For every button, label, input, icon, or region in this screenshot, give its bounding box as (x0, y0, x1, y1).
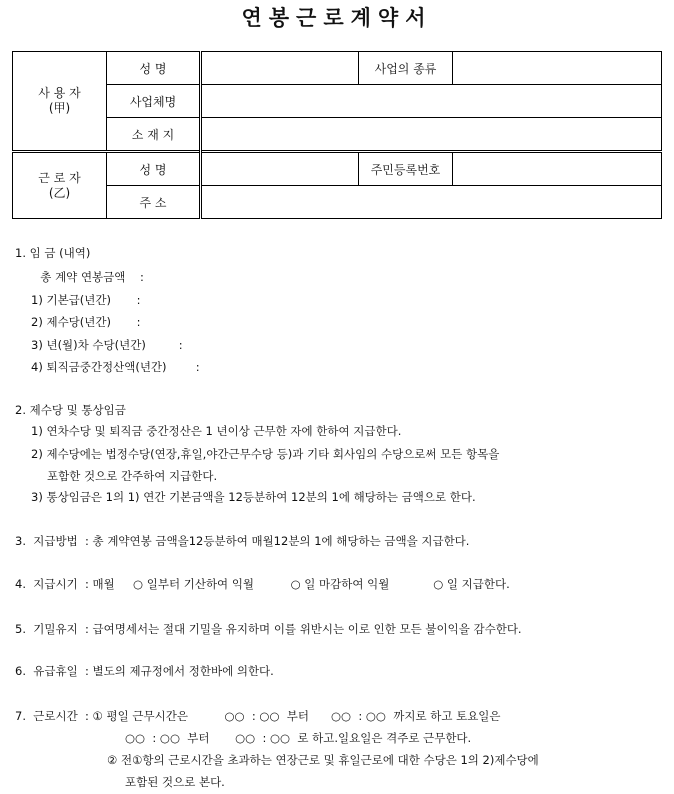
company-name-label: 사업체명 (107, 85, 201, 118)
employer-group-cell (13, 52, 107, 152)
resident-number-label: 주민등록번호 (359, 152, 453, 186)
business-type-field[interactable] (453, 52, 662, 85)
employee-address-field[interactable] (201, 186, 662, 219)
section-7-line-2: ○○ : ○○ 부터 ○○ : ○○ 로 하고.일요일은 격주로 근무한다. (125, 731, 472, 745)
business-type-label: 사업의 종류 (359, 52, 453, 85)
section-1-heading: 1. 임 금 (내역) (15, 246, 91, 260)
party-info-table (12, 51, 662, 219)
section-1-item-4: 4) 퇴직금중간정산액(년간) : (31, 360, 200, 374)
section-1-total-salary: 총 계약 연봉금액 : (33, 270, 144, 284)
employee-address-label: 주 소 (107, 186, 201, 219)
employer-name-field[interactable] (201, 52, 359, 85)
employer-group-sub: (甲) (48, 101, 71, 115)
employee-name-field[interactable] (201, 152, 359, 186)
section-1-item-1: 1) 기본급(년간) : (31, 293, 141, 307)
employee-group-label: 근 로 자 (38, 170, 81, 185)
section-2-item-2: 2) 제수당에는 법정수당(연장,휴일,야간근무수당 등)과 기타 회사임의 수당으로써 모든 항목을 (31, 447, 500, 461)
section-2-item-1: 1) 연차수당 및 퇴직금 중간정산은 1 년이상 근무한 자에 한하여 지급한다. (31, 424, 402, 438)
section-2-item-2-cont: 포함한 것으로 간주하여 지급한다. (47, 469, 218, 483)
company-address-field[interactable] (201, 118, 662, 152)
employee-group-sub: (乙) (48, 185, 71, 200)
section-2-heading: 2. 제수당 및 통상임금 (15, 403, 126, 417)
section-7-working-hours: 7. 근로시간 : ① 평일 근무시간은 ○○ : ○○ 부터 ○○ : ○○ 까지로 하고 토요일은 (15, 709, 501, 723)
section-7-item-2-cont: 포함된 것으로 본다. (125, 775, 225, 789)
section-5-confidentiality: 5. 기밀유지 : 급여명세서는 절대 기밀을 유지하며 이를 위반시는 이로 인한 모든 불이익을 감수한다. (15, 622, 522, 636)
employer-name-label: 성 명 (107, 52, 201, 85)
company-name-field[interactable] (201, 85, 662, 118)
employee-name-label: 성 명 (107, 152, 201, 186)
resident-number-field[interactable] (453, 152, 662, 186)
section-4-payment-timing: 4. 지급시기 : 매월 ○ 일부터 기산하여 익월 ○ 일 마감하여 익월 ○ 일 지급한다. (15, 577, 510, 591)
section-7-item-2: ② 전①항의 근로시간을 초과하는 연장근로 및 휴일근로에 대한 수당은 1의 2)제수당에 (107, 753, 539, 767)
section-6-paid-holiday: 6. 유급휴일 : 별도의 제규정에서 정한바에 의한다. (15, 664, 274, 678)
employee-group-cell (13, 152, 107, 219)
section-1-item-2: 2) 제수당(년간) : (31, 315, 141, 329)
section-2-item-3: 3) 통상임금은 1의 1) 연간 기본금액을 12등분하여 12분의 1에 해당하는 금액으로 한다. (31, 490, 476, 504)
section-1-item-3: 3) 년(월)차 수당(년간) : (31, 338, 183, 352)
company-address-label: 소 재 지 (107, 118, 201, 152)
document-title: 연봉근로계약서 (241, 6, 433, 30)
section-3-payment-method: 3. 지급방법 : 총 계약연봉 금액을12등분하여 매월12분의 1에 해당하는 금액을 지급한다. (15, 534, 470, 548)
employer-group-label: 사 용 자 (38, 86, 81, 100)
